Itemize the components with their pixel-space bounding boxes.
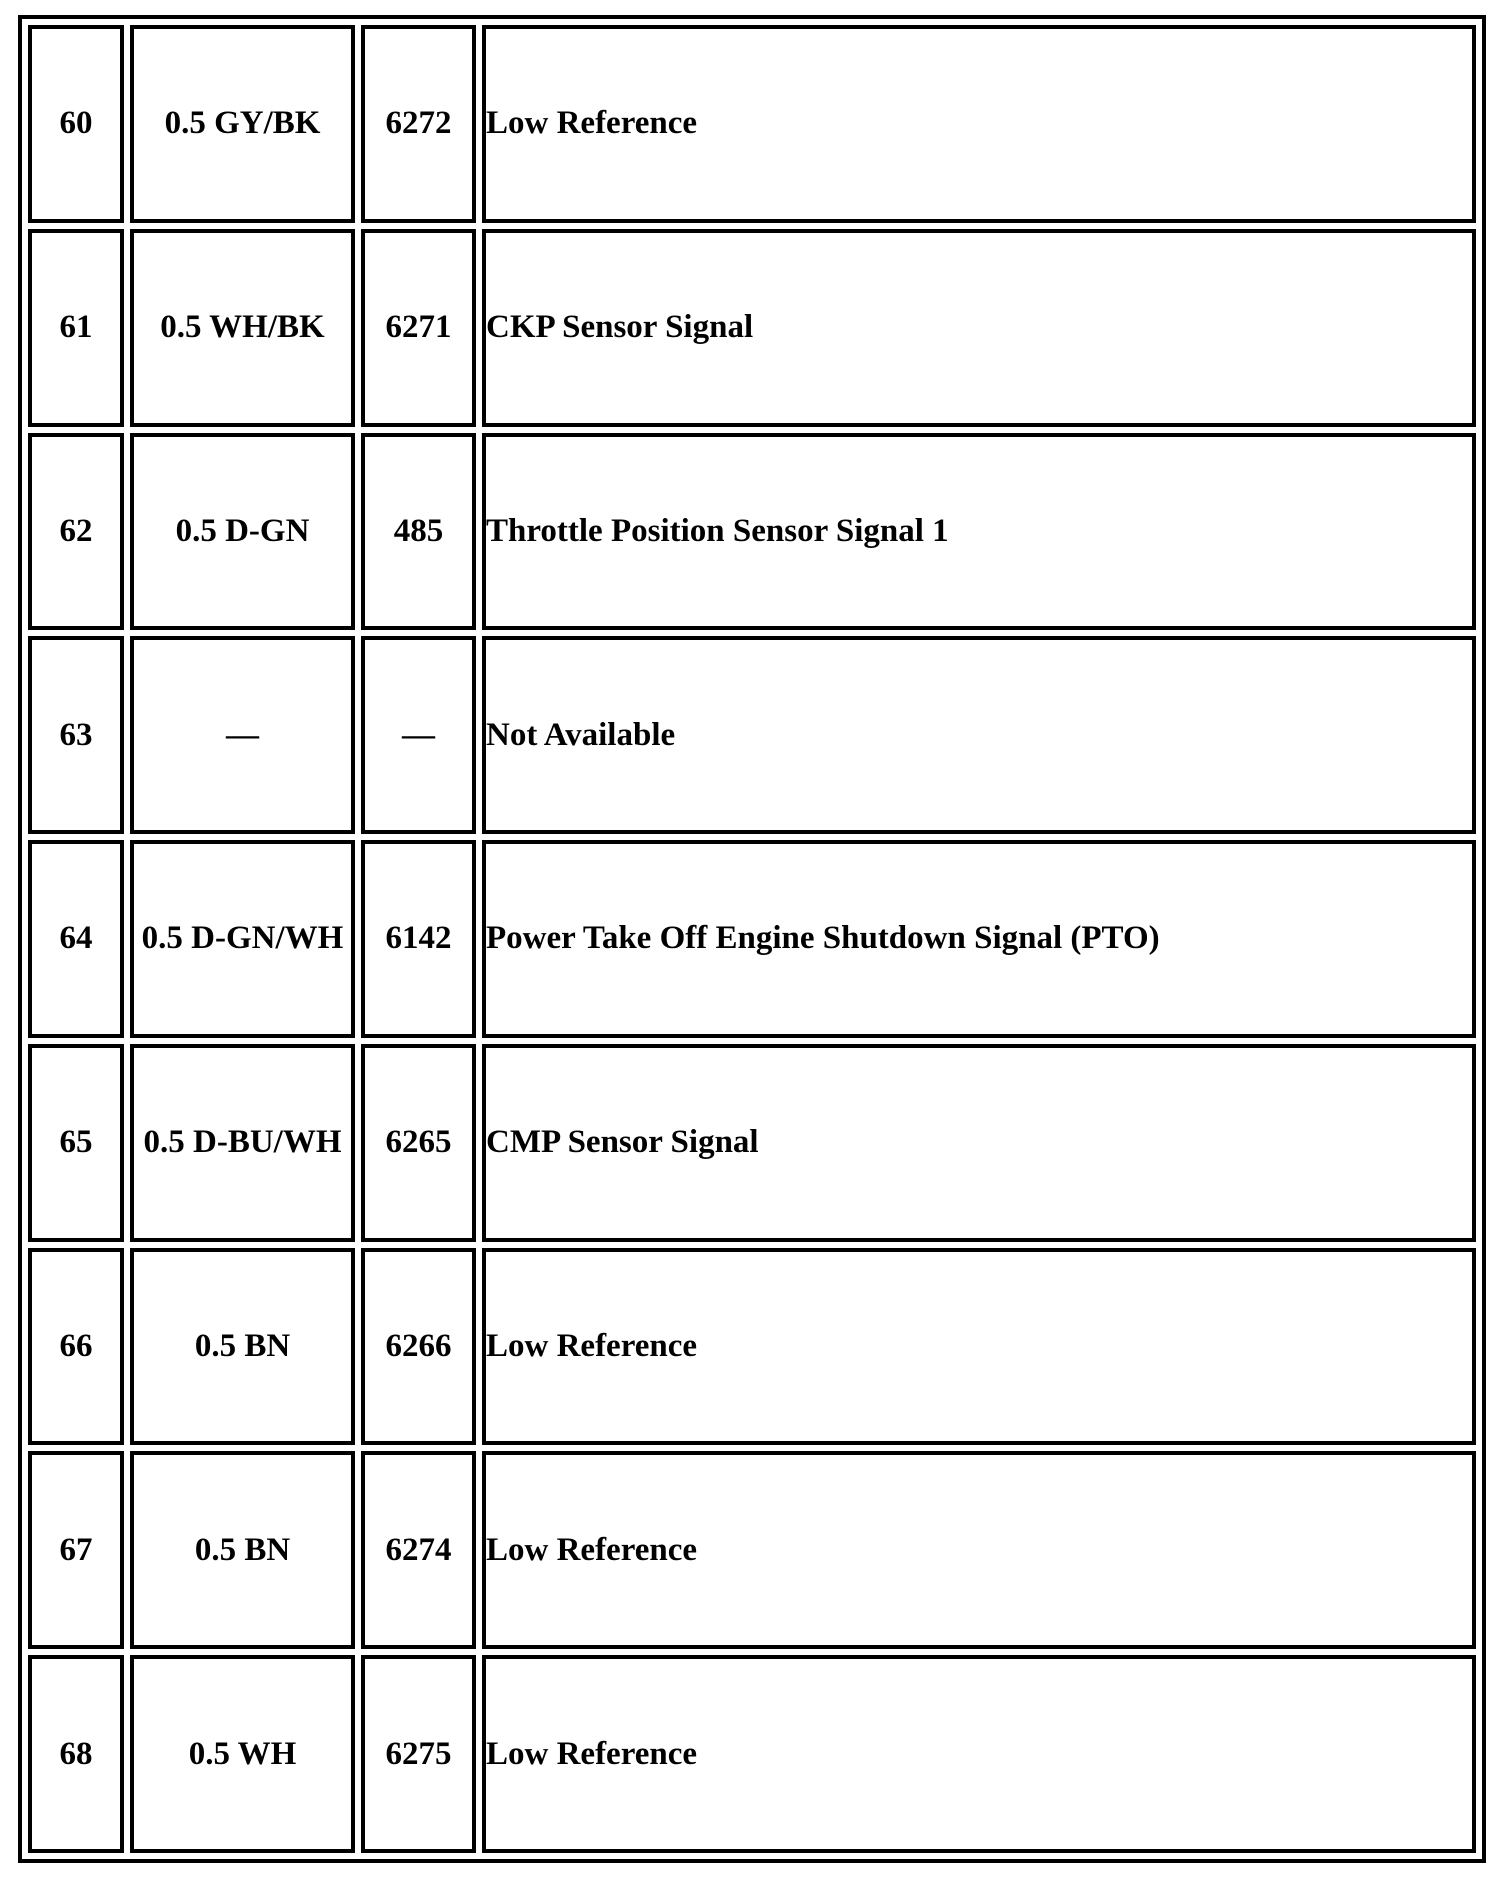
function-cell: CMP Sensor Signal bbox=[482, 1044, 1476, 1242]
wire-color-cell: 0.5 WH bbox=[130, 1655, 355, 1853]
wire-color-cell: 0.5 D-BU/WH bbox=[130, 1044, 355, 1242]
circuit-number-cell: 6265 bbox=[361, 1044, 476, 1242]
table-row bbox=[28, 636, 1476, 834]
pin-number-cell: 62 bbox=[28, 433, 124, 631]
circuit-number-cell: 485 bbox=[361, 433, 476, 631]
circuit-number-cell: 6142 bbox=[361, 840, 476, 1038]
wire-color-cell: 0.5 D-GN/WH bbox=[130, 840, 355, 1038]
circuit-number-cell: 6272 bbox=[361, 25, 476, 223]
circuit-number-cell: 6266 bbox=[361, 1248, 476, 1446]
function-cell: Low Reference bbox=[482, 25, 1476, 223]
wire-color-cell: 0.5 WH/BK bbox=[130, 229, 355, 427]
function-cell: Not Available bbox=[482, 636, 1476, 834]
pin-number-cell: 66 bbox=[28, 1248, 124, 1446]
function-cell: CKP Sensor Signal bbox=[482, 229, 1476, 427]
pin-number-cell: 67 bbox=[28, 1451, 124, 1649]
pin-number-cell: 63 bbox=[28, 636, 124, 834]
function-cell: Power Take Off Engine Shutdown Signal (PTO) bbox=[482, 840, 1476, 1038]
table-row bbox=[28, 25, 1476, 223]
wire-color-cell: 0.5 BN bbox=[130, 1451, 355, 1649]
circuit-number-cell: 6275 bbox=[361, 1655, 476, 1853]
table-row bbox=[28, 1044, 1476, 1242]
table-row bbox=[28, 1655, 1476, 1853]
table-row bbox=[28, 1451, 1476, 1649]
function-cell: Throttle Position Sensor Signal 1 bbox=[482, 433, 1476, 631]
pin-number-cell: 61 bbox=[28, 229, 124, 427]
connector-pinout-table bbox=[22, 19, 1482, 1859]
wire-color-cell: — bbox=[130, 636, 355, 834]
circuit-number-cell: — bbox=[361, 636, 476, 834]
function-cell: Low Reference bbox=[482, 1248, 1476, 1446]
wire-color-cell: 0.5 D-GN bbox=[130, 433, 355, 631]
pin-number-cell: 64 bbox=[28, 840, 124, 1038]
wire-color-cell: 0.5 BN bbox=[130, 1248, 355, 1446]
function-cell: Low Reference bbox=[482, 1451, 1476, 1649]
wire-color-cell: 0.5 GY/BK bbox=[130, 25, 355, 223]
table-row bbox=[28, 1248, 1476, 1446]
pin-number-cell: 68 bbox=[28, 1655, 124, 1853]
pin-number-cell: 65 bbox=[28, 1044, 124, 1242]
circuit-number-cell: 6271 bbox=[361, 229, 476, 427]
function-cell: Low Reference bbox=[482, 1655, 1476, 1853]
circuit-number-cell: 6274 bbox=[361, 1451, 476, 1649]
connector-pinout-table-frame bbox=[18, 15, 1486, 1863]
table-row bbox=[28, 229, 1476, 427]
table-row bbox=[28, 840, 1476, 1038]
pin-number-cell: 60 bbox=[28, 25, 124, 223]
table-row bbox=[28, 433, 1476, 631]
